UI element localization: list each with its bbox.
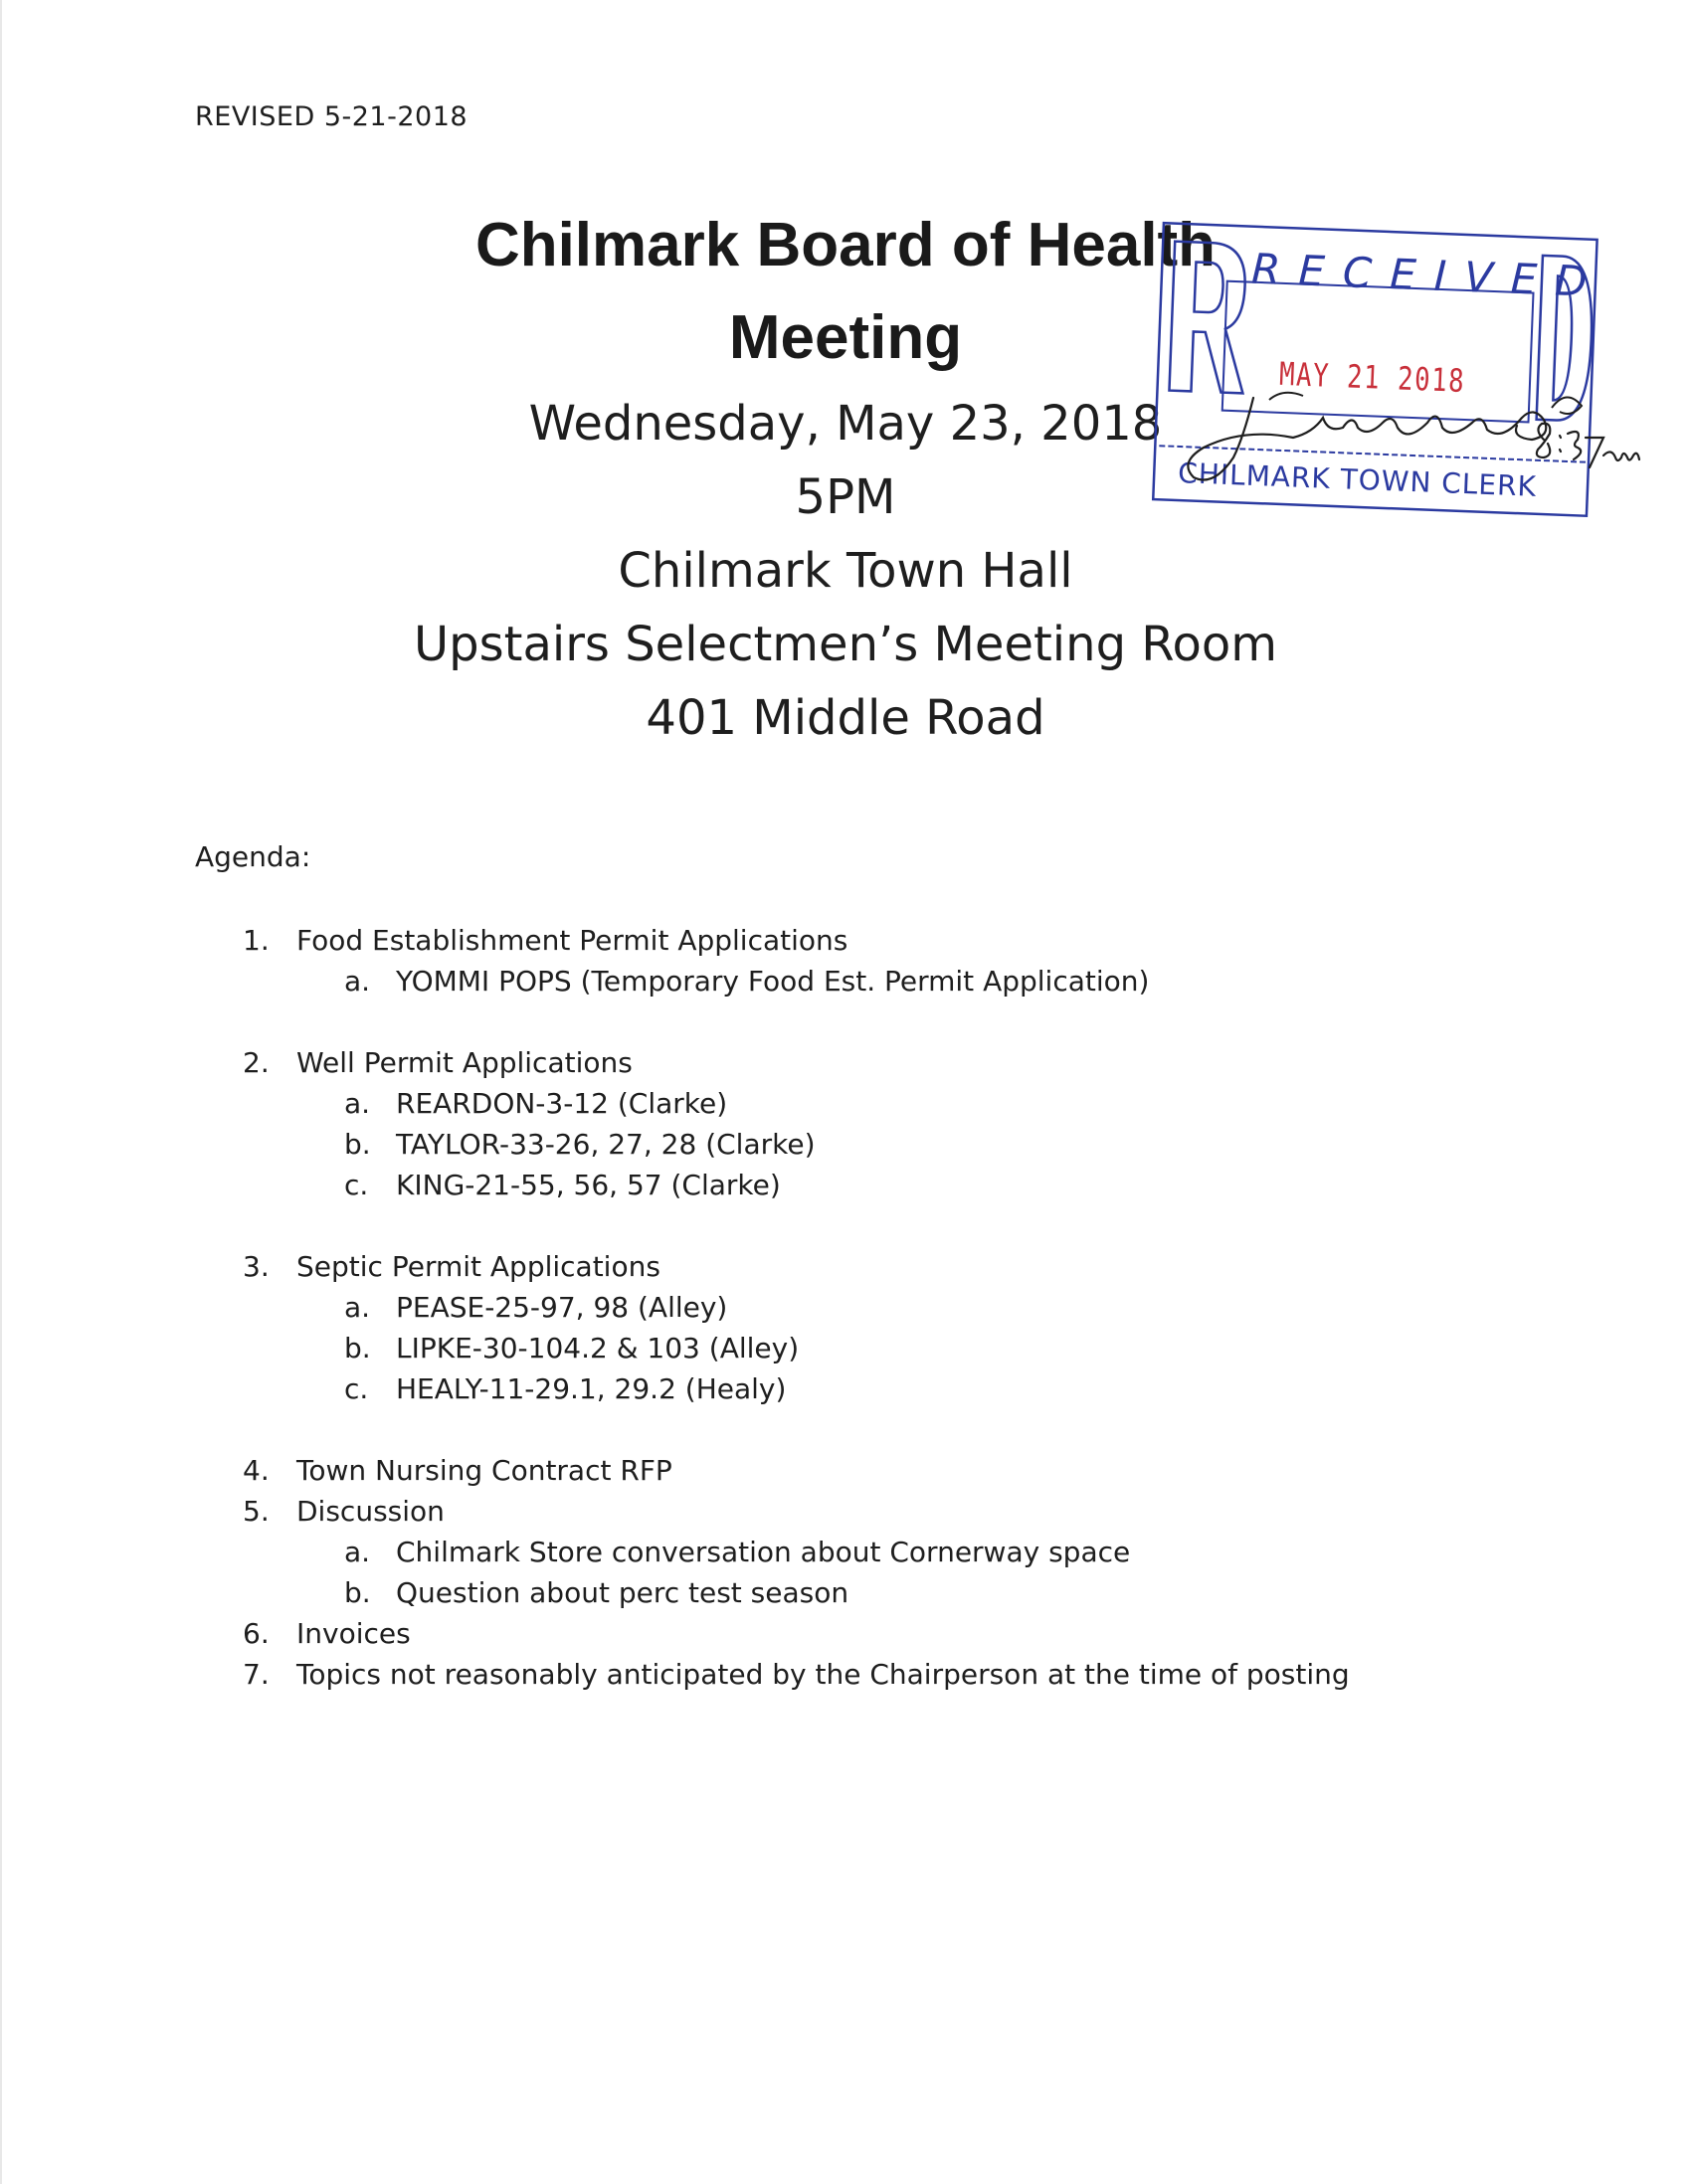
agenda-subitem-letter: a. <box>344 1291 371 1324</box>
agenda-subitem <box>195 1083 1428 1124</box>
agenda-subitem-letter: b. <box>344 1576 371 1609</box>
signature-loop <box>1552 397 1582 414</box>
agenda-subitem <box>195 1572 1428 1613</box>
spacer <box>195 1409 1428 1450</box>
agenda-subitem-letter: c. <box>344 1169 369 1201</box>
agenda-item-number: 3. <box>243 1250 270 1283</box>
agenda-subitem-text: YOMMI POPS (Temporary Food Est. Permit Application) <box>396 965 1150 998</box>
agenda-subitem <box>195 1165 1428 1205</box>
agenda-subitem <box>195 1328 1428 1368</box>
agenda-item-number: 2. <box>243 1046 270 1079</box>
agenda-subitem <box>195 1368 1428 1409</box>
agenda-subitem-letter: a. <box>344 1087 371 1120</box>
signature-flourish <box>1269 393 1303 400</box>
agenda-list <box>195 920 1428 1695</box>
agenda-item <box>195 1450 1428 1491</box>
agenda-item <box>195 1613 1428 1654</box>
meeting-time: 5PM <box>795 469 896 525</box>
agenda-subitem <box>195 1287 1428 1328</box>
agenda-item-number: 7. <box>243 1658 270 1691</box>
agenda-item-text: Town Nursing Contract RFP <box>296 1454 672 1487</box>
meeting-room: Upstairs Selectmen’s Meeting Room <box>414 617 1277 672</box>
agenda-label: Agenda: <box>195 840 311 873</box>
agenda-subitem-text: PEASE-25-97, 98 (Alley) <box>396 1291 728 1324</box>
agenda-subitem-text: LIPKE-30-104.2 & 103 (Alley) <box>396 1332 800 1365</box>
agenda-subitem-text: TAYLOR-33-26, 27, 28 (Clarke) <box>396 1128 816 1161</box>
agenda-item-text: Food Establishment Permit Applications <box>296 924 848 957</box>
agenda-item <box>195 1042 1428 1083</box>
agenda-subitem-letter: b. <box>344 1332 371 1365</box>
agenda-item-text: Discussion <box>296 1495 445 1528</box>
signature-stroke <box>1188 398 1546 480</box>
title-line-1: Chilmark Board of Health <box>474 211 1217 279</box>
agenda-subitem-text: Question about perc test season <box>396 1576 849 1609</box>
stamp-date: MAY 21 2018 <box>1278 354 1466 400</box>
stamp-received-text: RECEIVED <box>1250 244 1606 307</box>
agenda-subitem-letter: a. <box>344 965 371 998</box>
agenda-item-number: 4. <box>243 1454 270 1487</box>
agenda-item-number: 1. <box>243 924 270 957</box>
revised-note: REVISED 5-21-2018 <box>195 101 469 132</box>
agenda-item <box>195 1246 1428 1287</box>
agenda-subitem <box>195 961 1428 1001</box>
meeting-address: 401 Middle Road <box>646 690 1045 746</box>
spacer <box>195 1205 1428 1246</box>
agenda-item-text: Well Permit Applications <box>296 1046 633 1079</box>
agenda-item <box>195 1654 1428 1695</box>
agenda-item-text: Septic Permit Applications <box>296 1250 660 1283</box>
spacer <box>195 1001 1428 1042</box>
title-line-2: Meeting <box>728 303 963 372</box>
stamp-clerk-text: CHILMARK TOWN CLERK <box>1177 455 1538 503</box>
agenda-subitem <box>195 1532 1428 1572</box>
meeting-venue: Chilmark Town Hall <box>618 543 1073 599</box>
agenda-subitem-text: HEALY-11-29.1, 29.2 (Healy) <box>396 1372 787 1405</box>
agenda-item <box>195 1491 1428 1532</box>
meeting-date: Wednesday, May 23, 2018 <box>528 396 1163 452</box>
agenda-subitem-letter: b. <box>344 1128 371 1161</box>
handwritten-time <box>1537 424 1639 467</box>
agenda-subitem-text: REARDON-3-12 (Clarke) <box>396 1087 728 1120</box>
agenda-subitem-text: Chilmark Store conversation about Cornerway space <box>396 1536 1131 1568</box>
agenda-subitem-letter: a. <box>344 1536 371 1568</box>
agenda-subitem-letter: c. <box>344 1372 369 1405</box>
handwritten-signature <box>1174 378 1641 527</box>
agenda-item-text: Topics not reasonably anticipated by the Chairperson at the time of posting <box>296 1658 1350 1691</box>
stamp-letter-r-outline <box>1169 242 1248 394</box>
agenda-item-text: Invoices <box>296 1617 411 1650</box>
agenda-item-number: 6. <box>243 1617 270 1650</box>
agenda-subitem-text: KING-21-55, 56, 57 (Clarke) <box>396 1169 781 1201</box>
agenda-subitem <box>195 1124 1428 1165</box>
agenda-item <box>195 920 1428 961</box>
agenda-item-number: 5. <box>243 1495 270 1528</box>
